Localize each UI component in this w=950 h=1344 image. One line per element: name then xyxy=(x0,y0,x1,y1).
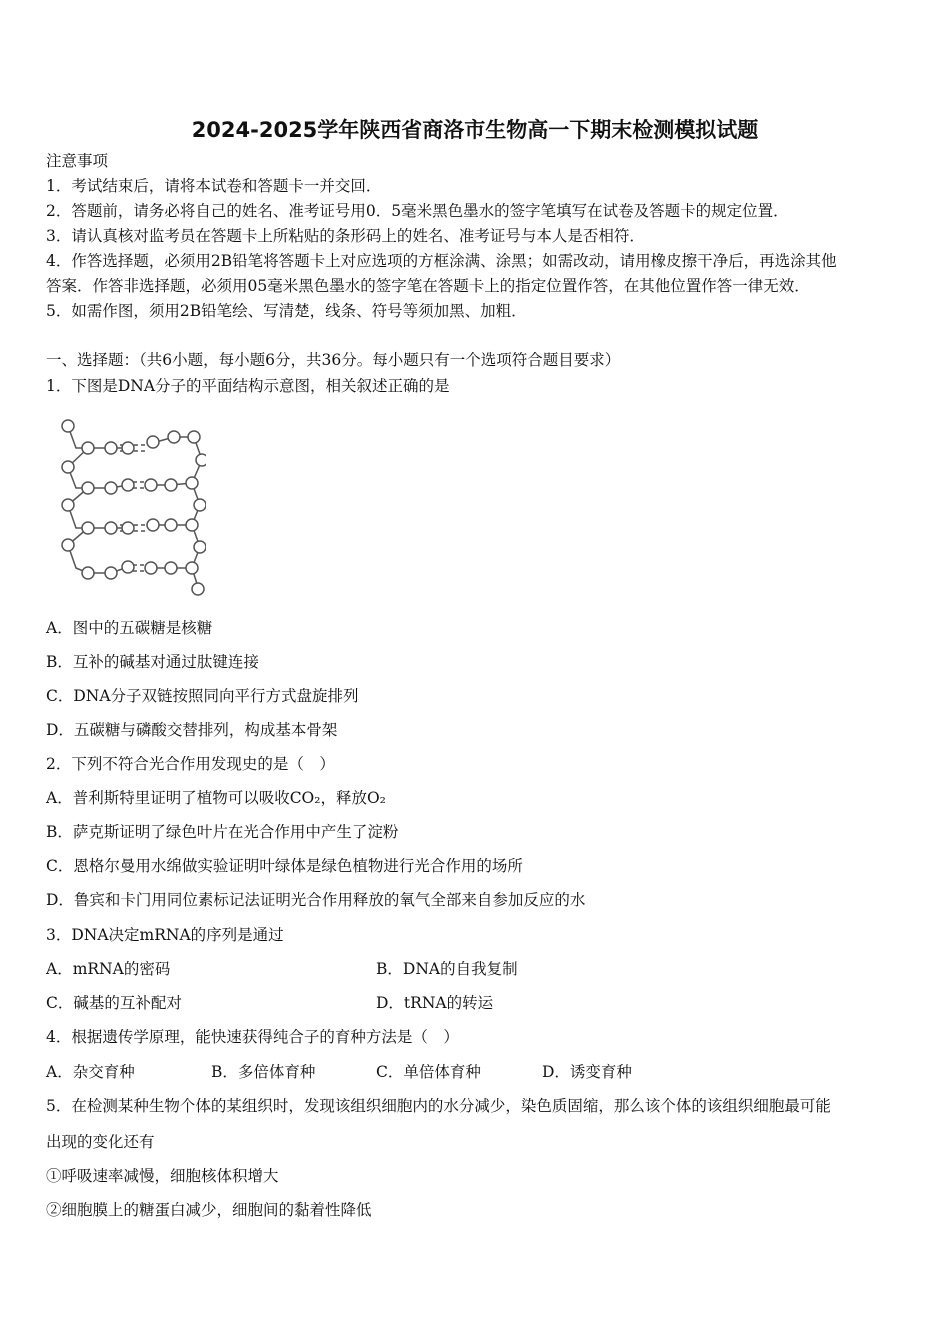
option-4c: C．单倍体育种 xyxy=(376,1063,481,1081)
notice-item: 4．作答选择题，必须用2B铅笔将答题卡上对应选项的方框涂满、涂黑；如需改动，请用橡皮擦干净后，再选涂其他 xyxy=(46,252,837,270)
option-4a: A．杂交育种 xyxy=(46,1063,135,1081)
page-title: 2024-2025学年陕西省商洛市生物高一下期末检测模拟试题 xyxy=(191,118,759,142)
option-1b: B．互补的碱基对通过肽键连接 xyxy=(46,653,259,671)
question-stem: 3．DNA决定mRNA的序列是通过 xyxy=(46,926,284,944)
notice-item: 1．考试结束后，请将本试卷和答题卡一并交回． xyxy=(46,177,382,195)
option-3c: C．碱基的互补配对 xyxy=(46,994,182,1012)
notice-item: 3．请认真核对监考员在答题卡上所粘贴的条形码上的姓名、准考证号与本人是否相符． xyxy=(46,227,645,245)
option-3d: D．tRNA的转运 xyxy=(376,994,494,1012)
option-3b: B．DNA的自我复制 xyxy=(376,960,518,978)
option-2c: C．恩格尔曼用水绵做实验证明叶绿体是绿色植物进行光合作用的场所 xyxy=(46,857,523,875)
statement-2: ②细胞膜上的糖蛋白减少，细胞间的黏着性降低 xyxy=(46,1201,372,1219)
option-1d: D．五碳糖与磷酸交替排列，构成基本骨架 xyxy=(46,721,338,739)
section-heading: 一、选择题：（共6小题，每小题6分，共36分。每小题只有一个选项符合题目要求） xyxy=(46,351,621,369)
option-2a: A．普利斯特里证明了植物可以吸收CO₂，释放O₂ xyxy=(46,789,386,807)
option-1c: C．DNA分子双链按照同向平行方式盘旋排列 xyxy=(46,687,359,705)
notice-heading: 注意事项 xyxy=(46,152,109,170)
dna-structure-diagram xyxy=(46,405,206,600)
question-stem: 1．下图是DNA分子的平面结构示意图，相关叙述正确的是 xyxy=(46,377,450,395)
option-1a: A．图中的五碳糖是核糖 xyxy=(46,619,213,637)
question-stem: 5．在检测某种生物个体的某组织时，发现该组织细胞内的水分减少，染色质固缩，那么该个体的该组织细胞最可能 xyxy=(46,1097,831,1115)
option-4b: B．多倍体育种 xyxy=(211,1063,316,1081)
question-stem-continued: 出现的变化还有 xyxy=(46,1133,155,1151)
question-stem: 2．下列不符合光合作用发现史的是（ ） xyxy=(46,755,335,773)
notice-item: 2．答题前，请务必将自己的姓名、准考证号用0．5毫米黑色墨水的签字笔填写在试卷及答题卡的规定位置． xyxy=(46,202,789,220)
option-2d: D．鲁宾和卡门用同位素标记法证明光合作用释放的氧气全部来自参加反应的水 xyxy=(46,891,586,909)
question-stem: 4．根据遗传学原理，能快速获得纯合子的育种方法是（ ） xyxy=(46,1028,459,1046)
option-2b: B．萨克斯证明了绿色叶片在光合作用中产生了淀粉 xyxy=(46,823,399,841)
notice-item: 答案．作答非选择题，必须用05毫米黑色墨水的签字笔在答题卡上的指定位置作答，在其他位置作答一律无效． xyxy=(46,277,810,295)
notice-item: 5．如需作图，须用2B铅笔绘、写清楚，线条、符号等须加黑、加粗． xyxy=(46,302,527,320)
option-4d: D．诱变育种 xyxy=(542,1063,632,1081)
statement-1: ①呼吸速率减慢，细胞核体积增大 xyxy=(46,1167,279,1185)
option-3a: A．mRNA的密码 xyxy=(46,960,171,978)
